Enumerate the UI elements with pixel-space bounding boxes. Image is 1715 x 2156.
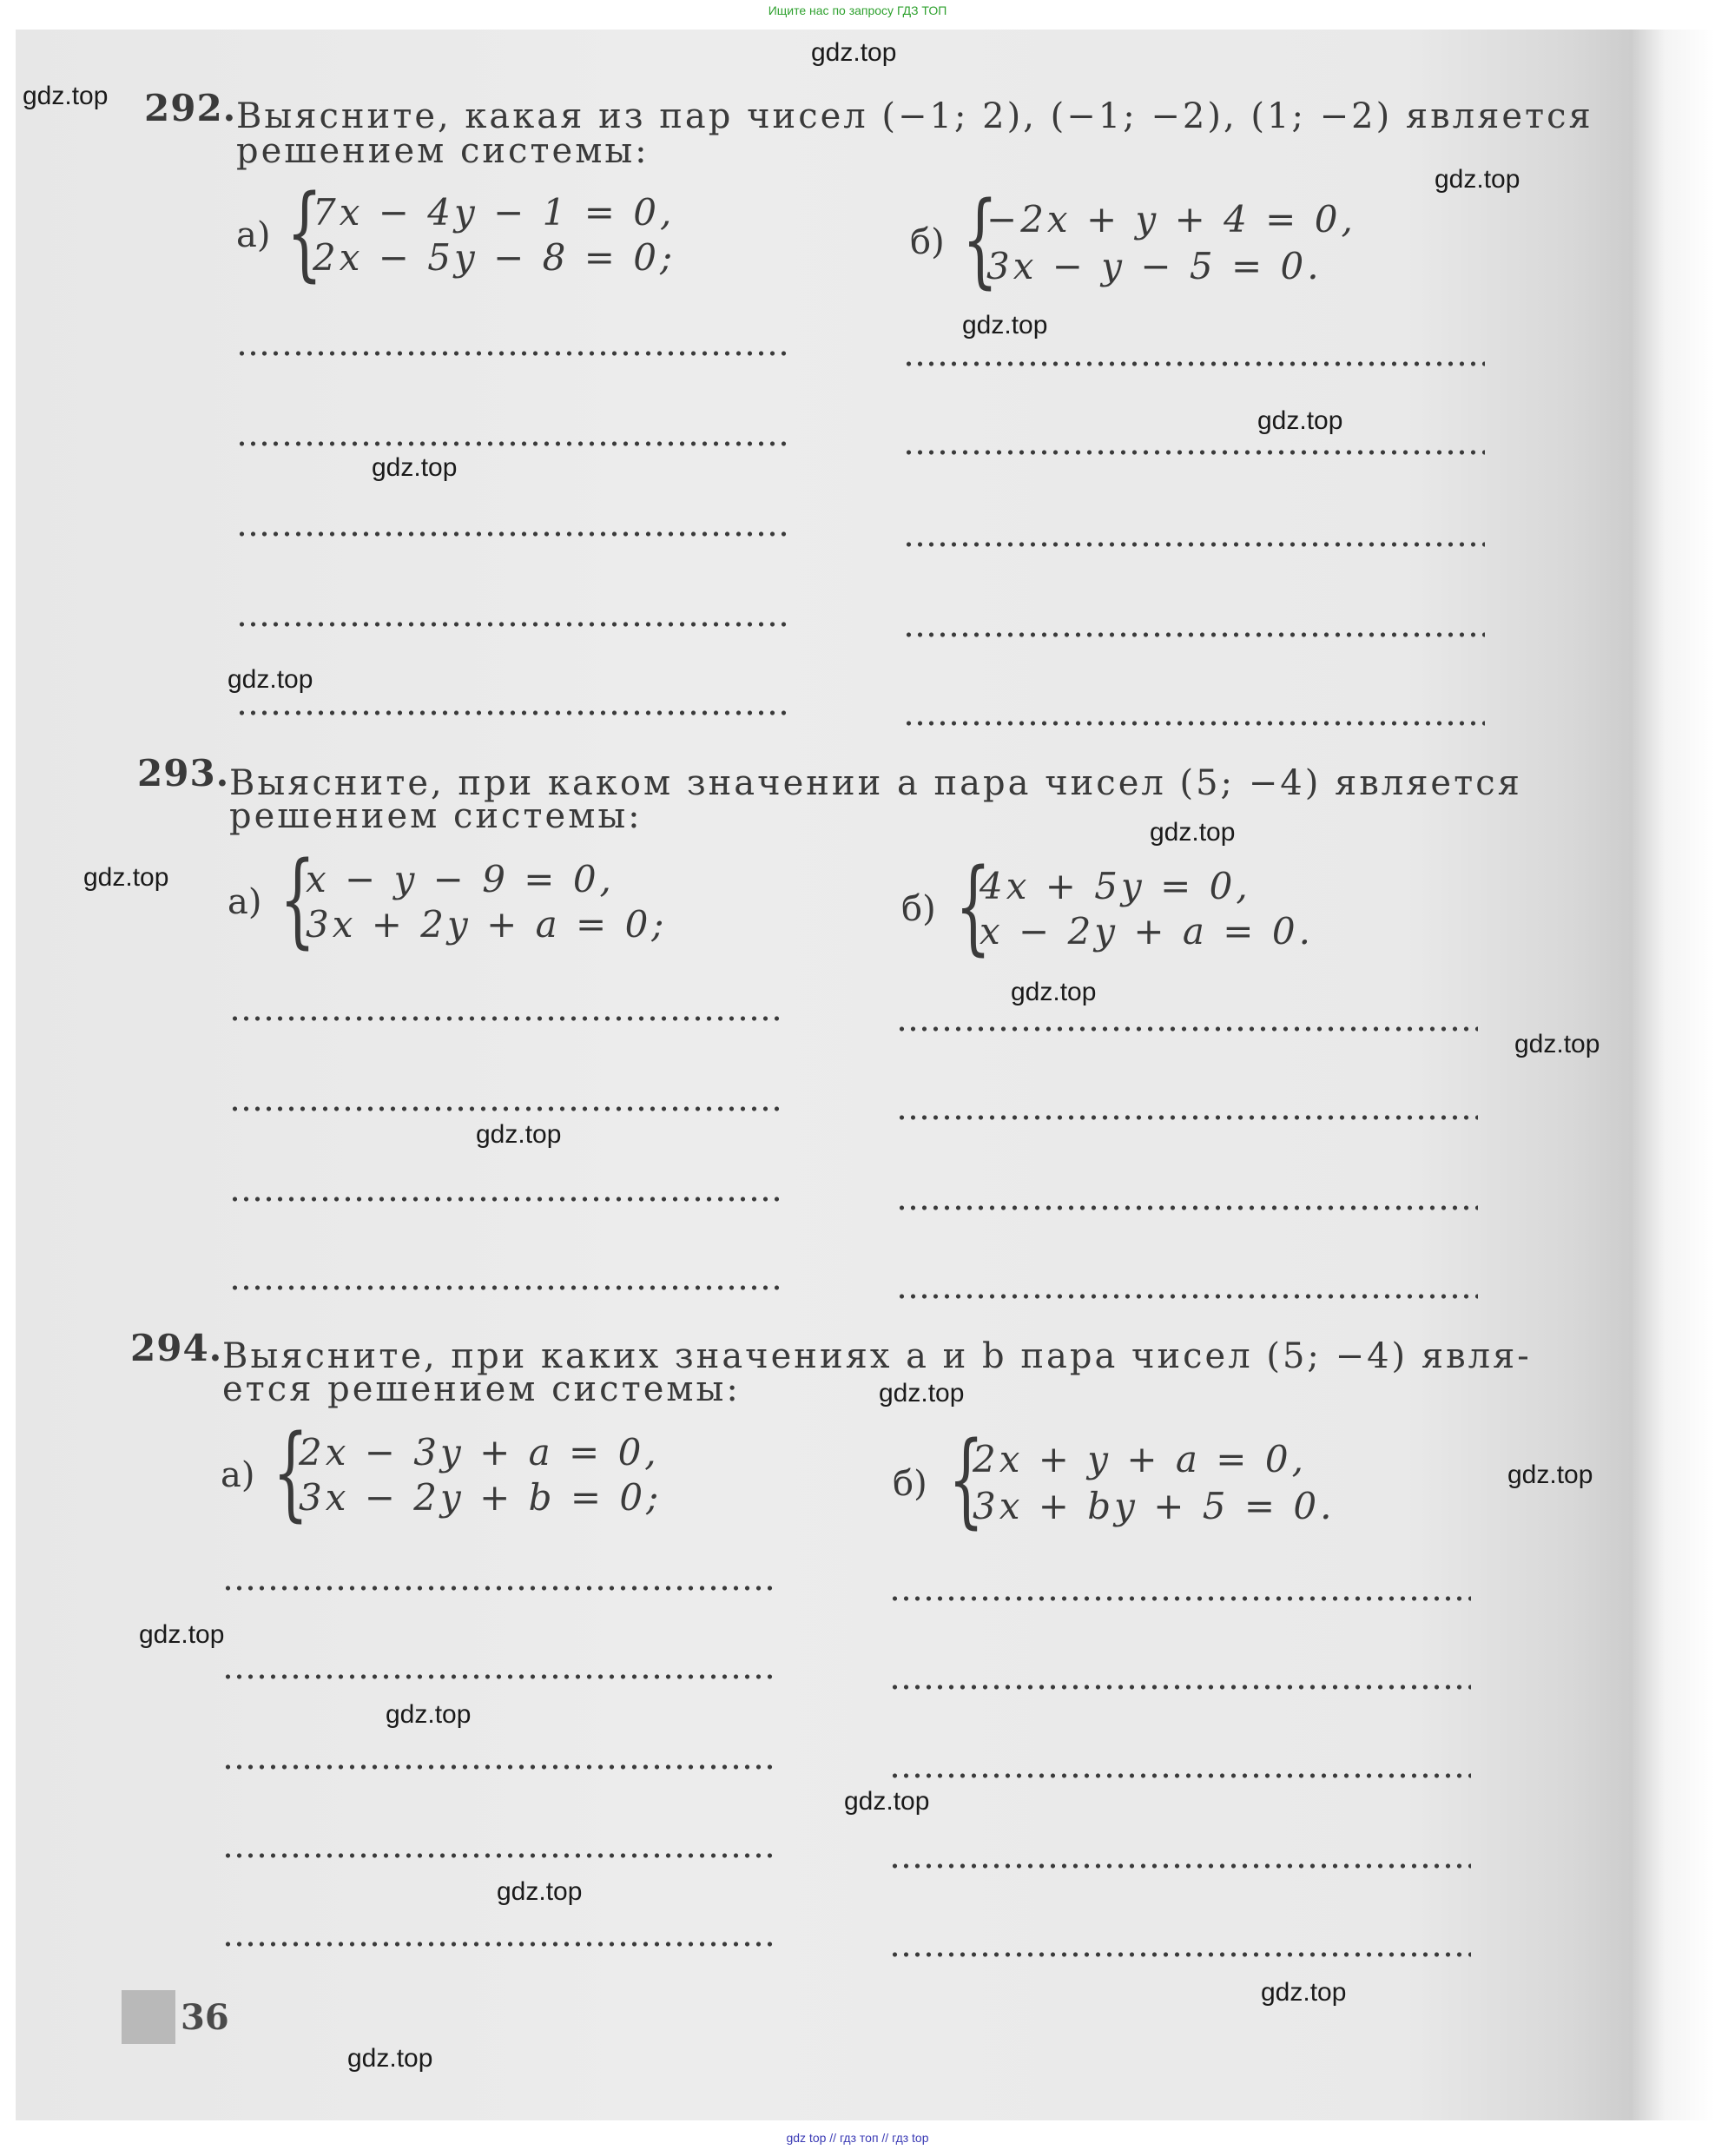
answer-line[interactable] — [889, 1863, 1471, 1869]
system-brace: { — [962, 179, 999, 299]
watermark: gdz.top — [139, 1620, 225, 1649]
part-a-label: а) — [236, 215, 271, 255]
equation-2: 3x + by + 5 = 0. — [973, 1485, 1336, 1527]
task-text-line-1: Выясните, при каком значении a пара чисел (5; −4) является — [229, 763, 1522, 803]
answer-line[interactable] — [889, 1952, 1471, 1957]
equation-2: 3x − 2y + b = 0; — [299, 1476, 663, 1519]
bottom-banner[interactable]: gdz top // гдз топ // гдз top — [786, 2131, 929, 2145]
watermark: gdz.top — [879, 1379, 965, 1408]
part-a-label: а) — [221, 1455, 255, 1495]
top-banner[interactable]: Ищите нас по запросу ГДЗ ТОП — [768, 3, 947, 17]
watermark: gdz.top — [1435, 165, 1520, 194]
answer-line[interactable] — [903, 632, 1485, 637]
watermark: gdz.top — [497, 1877, 583, 1906]
system-brace: { — [948, 1419, 985, 1539]
answer-line[interactable] — [229, 1106, 785, 1111]
watermark: gdz.top — [1011, 978, 1097, 1006]
page-edge — [1633, 30, 1715, 2120]
page-number: 36 — [181, 1997, 229, 2038]
answer-line[interactable] — [236, 351, 792, 356]
answer-line[interactable] — [903, 542, 1485, 547]
equation-1: x − y − 9 = 0, — [306, 858, 615, 900]
equation-2: 3x + 2y + a = 0; — [306, 903, 668, 946]
watermark: gdz.top — [83, 863, 169, 892]
task-text-line-2: решением системы: — [229, 796, 643, 836]
answer-line[interactable] — [896, 1205, 1478, 1210]
task-number: 292. — [144, 87, 237, 129]
answer-line[interactable] — [889, 1685, 1471, 1690]
equation-2: x − 2y + a = 0. — [980, 910, 1314, 953]
task-text-line-2: решением системы: — [236, 131, 650, 171]
answer-line[interactable] — [236, 441, 792, 446]
watermark: gdz.top — [1507, 1460, 1593, 1489]
watermark: gdz.top — [476, 1120, 562, 1149]
answer-line[interactable] — [229, 1285, 785, 1290]
watermark: gdz.top — [844, 1787, 930, 1816]
equation-2: 2x − 5y − 8 = 0; — [313, 236, 676, 279]
equation-1: −2x + y + 4 = 0, — [986, 198, 1356, 241]
answer-line[interactable] — [889, 1596, 1471, 1601]
system-brace: { — [280, 839, 316, 959]
answer-line[interactable] — [222, 1586, 778, 1591]
watermark: gdz.top — [228, 665, 313, 694]
equation-2: 3x − y − 5 = 0. — [986, 245, 1323, 287]
watermark: gdz.top — [1257, 406, 1343, 435]
task-text-line-1: Выясните, какая из пар чисел (−1; 2), (−1; −2), (1; −2) является — [236, 96, 1593, 136]
task-number: 293. — [137, 752, 230, 794]
task-text-line-1: Выясните, при каких значениях a и b пара чисел (5; −4) явля- — [222, 1336, 1532, 1376]
watermark: gdz.top — [1514, 1030, 1600, 1058]
watermark: gdz.top — [23, 82, 109, 110]
watermark: gdz.top — [386, 1700, 472, 1729]
part-b-label: б) — [901, 889, 936, 929]
answer-line[interactable] — [896, 1026, 1478, 1032]
answer-line[interactable] — [229, 1016, 785, 1021]
system-brace: { — [955, 846, 992, 966]
equation-1: 2x + y + a = 0, — [973, 1438, 1307, 1480]
watermark: gdz.top — [1261, 1978, 1347, 2007]
equation-1: 4x + 5y = 0, — [980, 865, 1251, 907]
equation-1: 2x − 3y + a = 0, — [299, 1431, 660, 1474]
answer-line[interactable] — [222, 1764, 778, 1770]
part-b-label: б) — [893, 1464, 927, 1504]
answer-line[interactable] — [903, 361, 1485, 366]
watermark: gdz.top — [811, 38, 897, 67]
answer-line[interactable] — [222, 1942, 778, 1947]
watermark: gdz.top — [1150, 818, 1236, 847]
part-b-label: б) — [910, 222, 945, 262]
part-a-label: а) — [228, 882, 262, 922]
answer-line[interactable] — [889, 1773, 1471, 1778]
answer-line[interactable] — [236, 622, 792, 627]
answer-line[interactable] — [229, 1197, 785, 1202]
page-number-marker — [122, 1990, 175, 2044]
task-text-line-2: ется решением системы: — [222, 1369, 741, 1409]
answer-line[interactable] — [222, 1853, 778, 1858]
equation-1: 7x − 4y − 1 = 0, — [313, 191, 676, 234]
answer-line[interactable] — [896, 1294, 1478, 1299]
answer-line[interactable] — [903, 450, 1485, 455]
answer-line[interactable] — [903, 721, 1485, 726]
watermark: gdz.top — [962, 311, 1048, 340]
answer-line[interactable] — [236, 531, 792, 537]
watermark: gdz.top — [372, 453, 458, 482]
answer-line[interactable] — [236, 710, 792, 715]
answer-line[interactable] — [222, 1674, 778, 1679]
watermark: gdz.top — [347, 2044, 433, 2073]
textbook-page — [16, 30, 1652, 2120]
answer-line[interactable] — [896, 1115, 1478, 1120]
system-brace: { — [287, 172, 323, 292]
system-brace: { — [273, 1412, 309, 1532]
task-number: 294. — [130, 1327, 223, 1369]
